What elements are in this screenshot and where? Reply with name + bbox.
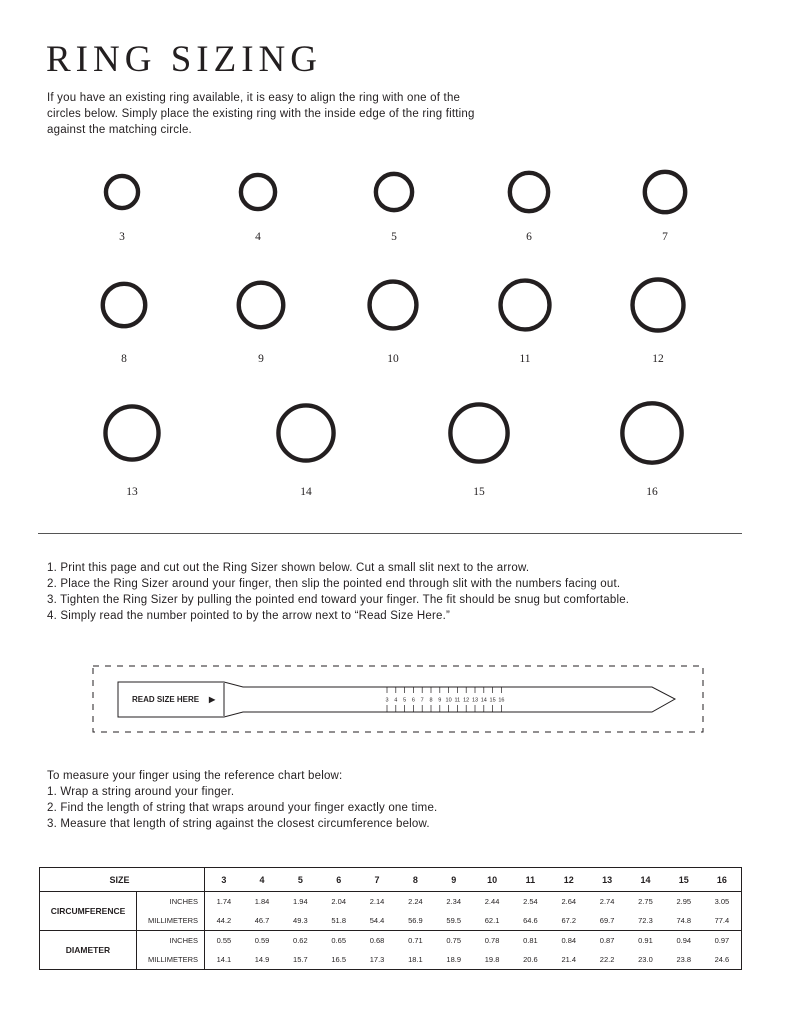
table-cell: 2.14 xyxy=(369,897,385,906)
table-cell: 0.59 xyxy=(243,931,281,951)
table-cell: 2.24 xyxy=(408,897,423,906)
table-cell: 0.97 xyxy=(703,931,741,951)
ring-size-label: 13 xyxy=(126,486,138,498)
table-cell: 44.2 xyxy=(216,916,232,925)
size-cell: 8 xyxy=(396,868,434,892)
size-cell: 7 xyxy=(358,868,396,892)
table-cell: 18.9 xyxy=(446,955,462,964)
ring-size-chart xyxy=(39,867,742,970)
sizer-tick-label: 3 xyxy=(385,697,389,704)
table-cell: 2.75 xyxy=(638,897,653,906)
sizer-tick-label: 10 xyxy=(445,697,452,704)
ring-size-label: 11 xyxy=(519,353,531,365)
table-cell: 0.78 xyxy=(473,931,511,951)
table-cell: 49.3 xyxy=(293,916,308,925)
size-cell: 15 xyxy=(665,868,703,892)
sizer-tick-label: 12 xyxy=(463,697,470,704)
sizer-tick-label: 4 xyxy=(394,697,398,704)
size-cell: 11 xyxy=(511,868,549,892)
ring-size-label: 7 xyxy=(662,231,668,243)
measure-instructions xyxy=(47,768,767,832)
table-cell: 14.1 xyxy=(216,955,232,964)
table-cell: 56.9 xyxy=(408,916,423,925)
sizer-tick-label: 15 xyxy=(489,697,496,704)
ring-size-label: 8 xyxy=(121,353,127,365)
table-cell: 0.84 xyxy=(550,931,588,951)
instruction-step: 3. Tighten the Ring Sizer by pulling the pointed end toward your finger. The fit should be snug but comfortable. xyxy=(47,594,630,606)
ring-size-label: 12 xyxy=(652,353,664,365)
diameter-label: DIAMETER xyxy=(40,931,137,970)
table-cell: 0.75 xyxy=(435,931,473,951)
measure-step: 2. Find the length of string that wraps around your finger exactly one time. xyxy=(47,802,438,814)
size-header: SIZE xyxy=(40,868,137,892)
sizer-tick-label: 5 xyxy=(403,697,407,704)
sizer-tick-label: 6 xyxy=(411,697,415,704)
sizer-scale xyxy=(385,687,504,712)
table-cell: 74.8 xyxy=(676,916,692,925)
table-cell: 1.94 xyxy=(293,897,308,906)
table-cell: 0.87 xyxy=(588,931,626,951)
table-cell: 51.8 xyxy=(331,916,346,925)
ring-size-label: 3 xyxy=(119,231,125,243)
table-row xyxy=(40,950,742,970)
ring-size-label: 10 xyxy=(387,353,399,365)
table-cell: 0.81 xyxy=(511,931,549,951)
table-cell: 2.34 xyxy=(446,897,462,906)
table-cell: 2.44 xyxy=(484,897,500,906)
table-cell: 67.2 xyxy=(561,916,577,925)
table-cell: 1.74 xyxy=(216,897,232,906)
table-cell: 20.6 xyxy=(523,955,538,964)
sizer-tick-label: 9 xyxy=(438,697,442,704)
table-cell: 21.4 xyxy=(561,955,577,964)
instruction-step: 1. Print this page and cut out the Ring Sizer shown below. Cut a small slit next to the arrow. xyxy=(47,562,530,574)
spacer-cell xyxy=(137,868,205,892)
table-cell: 14.9 xyxy=(254,955,270,964)
table-cell: 59.5 xyxy=(446,916,462,925)
table-row xyxy=(40,911,742,931)
table-cell: 23.8 xyxy=(676,955,692,964)
table-cell: 0.68 xyxy=(358,931,396,951)
arrow-icon: ▶ xyxy=(209,695,216,704)
size-cell: 4 xyxy=(243,868,281,892)
table-cell: 64.6 xyxy=(523,916,538,925)
instruction-step: 4. Simply read the number pointed to by the arrow next to “Read Size Here.” xyxy=(47,610,451,622)
table-cell: 0.55 xyxy=(205,931,243,951)
table-cell: 0.71 xyxy=(396,931,434,951)
table-cell: 2.64 xyxy=(561,897,577,906)
size-cell: 14 xyxy=(626,868,664,892)
table-cell: 19.8 xyxy=(484,955,500,964)
ring-size-label: 14 xyxy=(300,486,312,498)
inches-unit-label: INCHES xyxy=(137,892,205,912)
size-cell: 16 xyxy=(703,868,741,892)
table-cell: 15.7 xyxy=(293,955,308,964)
ring-size-label: 5 xyxy=(391,231,397,243)
table-cell: 0.94 xyxy=(665,931,703,951)
sizer-tick-label: 16 xyxy=(498,697,505,704)
size-cell: 12 xyxy=(550,868,588,892)
table-row xyxy=(40,931,742,951)
size-cell: 3 xyxy=(205,868,243,892)
measure-step: To measure your finger using the reference chart below: xyxy=(47,770,343,782)
table-row xyxy=(40,892,742,912)
circumference-label: CIRCUMFERENCE xyxy=(40,892,137,931)
table-cell: 0.65 xyxy=(320,931,358,951)
inches-unit-label: INCHES xyxy=(137,931,205,951)
table-cell: 16.5 xyxy=(331,955,346,964)
table-cell: 1.84 xyxy=(254,897,270,906)
table-cell: 17.3 xyxy=(369,955,385,964)
size-cell: 9 xyxy=(435,868,473,892)
millimeters-unit-label: MILLIMETERS xyxy=(137,911,205,931)
ring-size-label: 16 xyxy=(646,486,658,498)
sizer-tick-label: 7 xyxy=(420,697,424,704)
table-cell: 62.1 xyxy=(484,916,500,925)
table-cell: 2.54 xyxy=(523,897,538,906)
ring-size-label: 6 xyxy=(526,231,532,243)
table-cell: 23.0 xyxy=(638,955,653,964)
measure-step: 3. Measure that length of string against the closest circumference below. xyxy=(47,818,430,830)
table-cell: 2.95 xyxy=(676,897,692,906)
table-cell: 18.1 xyxy=(408,955,423,964)
table-cell: 54.4 xyxy=(369,916,385,925)
page-title: RING SIZING xyxy=(46,39,322,80)
table-cell: 2.74 xyxy=(599,897,615,906)
table-cell: 72.3 xyxy=(638,916,653,925)
measure-step: 1. Wrap a string around your finger. xyxy=(47,786,235,798)
instruction-step: 2. Place the Ring Sizer around your finger, then slip the pointed end through slit with the numbers facing out. xyxy=(47,578,621,590)
size-cell: 13 xyxy=(588,868,626,892)
ring-size-label: 15 xyxy=(473,486,485,498)
ring-size-label: 4 xyxy=(255,231,261,243)
sizer-tick-label: 14 xyxy=(480,697,487,704)
table-cell: 2.04 xyxy=(331,897,346,906)
table-cell: 0.91 xyxy=(626,931,664,951)
read-size-label: READ SIZE HERE xyxy=(132,695,200,704)
sizer-tick-label: 11 xyxy=(454,697,461,704)
table-cell: 0.62 xyxy=(281,931,319,951)
table-cell: 24.6 xyxy=(714,955,730,964)
sizer-tick-label: 8 xyxy=(429,697,433,704)
intro-text: If you have an existing ring available, it is easy to align the ring with one of the circles below. Simply place the existing ring with the inside edge of the ring fitting against the matching circle. xyxy=(47,92,475,136)
table-cell: 77.4 xyxy=(714,916,730,925)
size-cell: 5 xyxy=(281,868,319,892)
millimeters-unit-label: MILLIMETERS xyxy=(137,950,205,970)
size-cell: 6 xyxy=(320,868,358,892)
size-cell: 10 xyxy=(473,868,511,892)
table-cell: 3.05 xyxy=(714,897,730,906)
table-header-row xyxy=(40,868,742,892)
table-cell: 46.7 xyxy=(254,916,270,925)
table-cell: 69.7 xyxy=(599,916,615,925)
table-cell: 22.2 xyxy=(599,955,615,964)
sizer-tick-label: 13 xyxy=(471,697,479,704)
ring-size-label: 9 xyxy=(258,353,264,365)
